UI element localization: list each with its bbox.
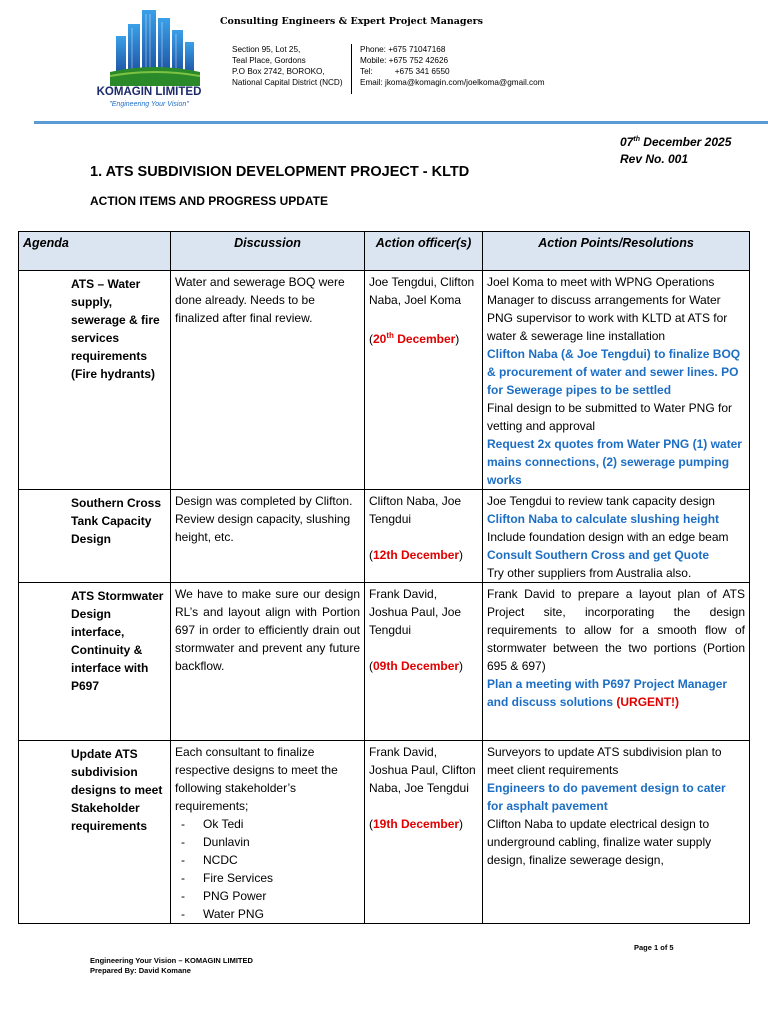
resolution-item: Include foundation design with an edge beam — [487, 530, 729, 544]
resolutions-cell — [483, 741, 750, 924]
footer-line: Prepared By: David Komane — [90, 966, 191, 975]
tel-label: Tel: — [360, 67, 373, 76]
table-row — [19, 741, 750, 924]
officers-names: Frank David, Joshua Paul, Clifton Naba, Joe Tengdui — [369, 745, 476, 795]
resolution-item: Frank David to prepare a layout plan of ATS Project site, incorporating the design requirements to allow for a smooth flow of stormwater between the two portions (Portion 695 & 697) — [487, 587, 745, 673]
resolution-item: Consult Southern Cross and get Quote — [487, 548, 710, 562]
page-title: 1. ATS SUBDIVISION DEVELOPMENT PROJECT - KLTD — [90, 164, 470, 180]
agenda-cell: Southern Cross Tank Capacity Design — [19, 490, 171, 583]
column-header-officers: Action officer(s) — [365, 232, 483, 271]
footer-line: Engineering Your Vision – KOMAGIN LIMITED — [90, 956, 253, 965]
resolutions-cell — [483, 271, 750, 490]
deadline: (19th December) — [369, 817, 464, 831]
deadline: (12th December) — [369, 548, 464, 562]
officers-cell — [365, 583, 483, 741]
column-header-agenda: Agenda — [19, 232, 171, 271]
list-item: - Water PNG — [181, 907, 264, 921]
agenda-cell: ATS – Water supply, sewerage & fire services requirements (Fire hydrants) — [19, 271, 171, 490]
company-contact — [360, 44, 545, 88]
discussion-text: Each consultant to finalize respective designs to meet the following stakeholder’s requirements; — [175, 745, 338, 813]
phone-number: Phone: +675 71047168 — [360, 45, 446, 54]
resolution-item: Plan a meeting with P697 Project Manager and discuss solutions (URGENT!) — [487, 677, 728, 709]
officers-cell — [365, 490, 483, 583]
list-item: - PNG Power — [181, 889, 267, 903]
document-meta — [620, 131, 731, 168]
discussion-cell: We have to make sure our design RL’s and layout align with Portion 697 in order to efficiently drain out stormwater and prevent any future backflow. — [171, 583, 365, 741]
address-line: Teal Place, Gordons — [232, 56, 306, 65]
address-line: National Capital District (NCD) — [232, 78, 343, 87]
page-number: Page 1 of 5 — [634, 943, 674, 952]
document-date: 07th December 2025 — [620, 135, 732, 149]
stakeholder-list — [175, 815, 360, 923]
table-row — [19, 583, 750, 741]
deadline: (09th December) — [369, 659, 464, 673]
table-header-row — [19, 232, 750, 271]
resolution-item: Clifton Naba (& Joe Tengdui) to finalize BOQ & procurement of water and sewer lines. PO for Sewerage pipes to be settled — [487, 347, 741, 397]
resolution-item: Engineers to do pavement design to cater for asphalt pavement — [487, 781, 726, 813]
resolution-item: Joe Tengdui to review tank capacity design — [487, 494, 715, 508]
officers-names: Clifton Naba, Joe Tengdui — [369, 494, 462, 526]
officers-names: Frank David, Joshua Paul, Joe Tengdui — [369, 587, 462, 637]
company-logo — [84, 6, 214, 122]
email-address: Email: jkoma@komagin.com/joelkoma@gmail.com — [360, 78, 545, 87]
header-divider — [351, 44, 352, 94]
buildings-logo-icon — [110, 6, 200, 86]
agenda-cell: ATS Stormwater Design interface, Continuity & interface with P697 — [19, 583, 171, 741]
resolution-item: Try other suppliers from Australia also. — [487, 566, 692, 580]
tel-value: +675 341 6550 — [394, 67, 450, 76]
officers-names: Joe Tengdui, Clifton Naba, Joel Koma — [369, 275, 475, 307]
logo-company-name: KOMAGIN LIMITED — [96, 86, 202, 98]
officers-cell — [365, 741, 483, 924]
agenda-cell: Update ATS subdivision designs to meet Stakeholder requirements — [19, 741, 171, 924]
discussion-cell: Design was completed by Clifton. Review design capacity, slushing height, etc. — [171, 490, 365, 583]
resolution-item: Joel Koma to meet with WPNG Operations Manager to discuss arrangements for Water PNG supervisor to work with KLTD at ATS for water & sewerage line installation — [487, 275, 728, 343]
company-title: Consulting Engineers & Expert Project Managers — [220, 16, 483, 27]
list-item: - Fire Services — [181, 871, 274, 885]
tel-number — [360, 66, 545, 77]
company-address — [232, 44, 343, 88]
resolution-item: Clifton Naba to calculate slushing height — [487, 512, 720, 526]
revision-number: Rev No. 001 — [620, 152, 689, 166]
column-header-resolutions: Action Points/Resolutions — [483, 232, 750, 271]
discussion-cell — [171, 741, 365, 924]
deadline: (20th December) — [369, 331, 460, 346]
mobile-number: Mobile: +675 752 42626 — [360, 56, 449, 65]
discussion-cell: Water and sewerage BOQ were done already. Needs to be finalized after final review. — [171, 271, 365, 490]
resolution-item: Final design to be submitted to Water PNG for vetting and approval — [487, 401, 732, 433]
resolution-item: Surveyors to update ATS subdivision plan to meet client requirements — [487, 745, 722, 777]
list-item: - Ok Tedi — [181, 817, 244, 831]
address-line: P.O Box 2742, BOROKO, — [232, 67, 325, 76]
action-items-table — [18, 231, 750, 924]
list-item: - NCDC — [181, 853, 238, 867]
table-row — [19, 271, 750, 490]
officers-cell — [365, 271, 483, 490]
urgent-flag: (URGENT!) — [616, 695, 680, 709]
table-row — [19, 490, 750, 583]
page-subtitle: ACTION ITEMS AND PROGRESS UPDATE — [90, 194, 329, 208]
header-rule — [34, 121, 768, 124]
resolutions-cell — [483, 583, 750, 741]
resolution-item: Request 2x quotes from Water PNG (1) water mains connections, (2) sewerage pumping works — [487, 437, 742, 487]
address-line: Section 95, Lot 25, — [232, 45, 301, 54]
resolution-item: Clifton Naba to update electrical design to underground cabling, finalize water supply design, finalize sewerage design, — [487, 817, 712, 867]
resolutions-cell — [483, 490, 750, 583]
logo-tagline: "Engineering Your Vision" — [109, 101, 189, 108]
list-item: - Dunlavin — [181, 835, 250, 849]
page-footer — [90, 956, 253, 976]
column-header-discussion: Discussion — [171, 232, 365, 271]
